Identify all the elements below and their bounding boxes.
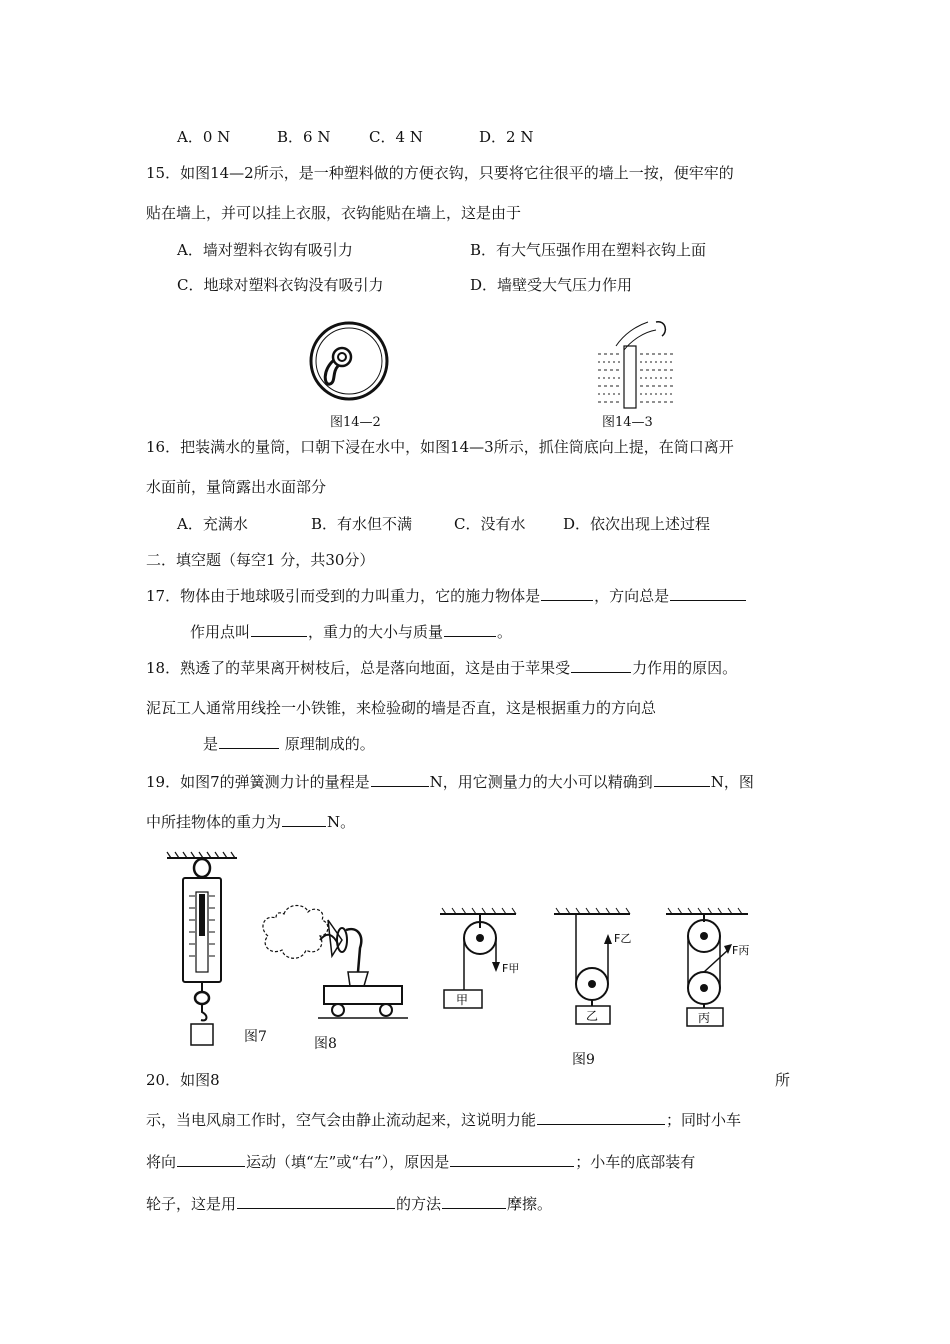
q20-text-2: 示，当电风扇工作时，空气会由静止流动起来，这说明力能 <box>146 1111 537 1129</box>
q20-text-9: 摩擦。 <box>507 1195 553 1213</box>
q15-option-c: C．地球对塑料衣钩没有吸引力 <box>177 276 384 294</box>
q16-option-b: B．有水但不满 <box>311 515 413 533</box>
q15-option-d: D．墙壁受大气压力作用 <box>470 276 633 294</box>
q20-blank-5[interactable] <box>442 1194 506 1209</box>
figure-9-pulley-jia <box>436 906 531 1011</box>
pulley-yi-label: 乙 <box>586 1009 599 1023</box>
q18-text-2: 力作用的原因。 <box>632 659 738 677</box>
q17-blank-1[interactable] <box>541 586 593 601</box>
q16-option-d: D．依次出现上述过程 <box>563 515 711 533</box>
figure-14-3-caption: 图14—3 <box>602 415 653 430</box>
q20-line1-start: 20．如图8 <box>146 1071 220 1089</box>
figure-14-2-caption: 图14—2 <box>330 415 381 430</box>
q19-text-5: N。 <box>327 813 356 831</box>
q18-text-1: 18．熟透了的苹果离开树枝后，总是落向地面，这是由于苹果受 <box>146 659 571 677</box>
q16-line1: 16．把装满水的量筒，口朝下浸在水中，如图14—3所示，抓住筒底向上提，在筒口离开 <box>146 438 734 456</box>
q18-blank-1[interactable] <box>571 658 631 673</box>
q17-line1 <box>146 586 747 606</box>
figure-14-2-hook <box>308 320 390 402</box>
q15-option-a: A．墙对塑料衣钩有吸引力 <box>177 241 353 259</box>
q20-blank-4[interactable] <box>237 1194 395 1209</box>
q20-text-4: 将向 <box>146 1153 177 1171</box>
q17-text-1: 17．物体由于地球吸引而受到的力叫重力，它的施力物体是 <box>146 587 541 605</box>
q18-text-4: 原理制成的。 <box>280 735 375 753</box>
q16-option-a: A．充满水 <box>177 515 248 533</box>
pulley-jia-label: 甲 <box>456 993 469 1007</box>
q14-option-a: A．0 N <box>177 128 231 146</box>
q19-text-2: N，用它测量力的大小可以精确到 <box>429 773 653 791</box>
q14-option-b: B．6 N <box>277 128 331 146</box>
q16-option-c: C．没有水 <box>454 515 526 533</box>
q17-line2 <box>190 622 512 642</box>
q20-line2 <box>146 1110 741 1130</box>
q20-text-7: 轮子，这是用 <box>146 1195 237 1213</box>
q20-line4 <box>146 1194 552 1214</box>
q19-text-4: 中所挂物体的重力为 <box>146 813 282 831</box>
figure-9-pulley-yi <box>550 906 640 1026</box>
figure-7-caption: 图7 <box>244 1029 267 1045</box>
q20-blank-2[interactable] <box>177 1152 245 1167</box>
q15-line1: 15．如图14—2所示，是一种塑料做的方便衣钩，只要将它往很平的墙上一按，便牢牢的 <box>146 164 734 182</box>
q17-text-4: ，重力的大小与质量 <box>308 623 444 641</box>
q17-text-5: 。 <box>497 623 513 641</box>
section-2-heading: 二．填空题（每空1 分，共30分） <box>146 551 375 569</box>
figure-7-spring-scale <box>165 852 240 1047</box>
q19-text-1: 19．如图7的弹簧测力计的量程是 <box>146 773 370 791</box>
q17-text-2: ，方向总是 <box>594 587 670 605</box>
q14-option-d: D．2 N <box>479 128 534 146</box>
q20-text-5: 运动（填“左”或“右”），原因是 <box>246 1153 450 1171</box>
figure-9-caption: 图9 <box>572 1052 595 1068</box>
force-bing-label: F丙 <box>732 944 750 957</box>
force-yi-label: F乙 <box>614 932 632 945</box>
q19-line1 <box>146 772 754 792</box>
q19-blank-3[interactable] <box>282 812 326 827</box>
q18-line3 <box>203 734 375 754</box>
q19-text-3: N，图 <box>710 773 754 791</box>
q16-line2: 水面前，量筒露出水面部分 <box>146 478 327 496</box>
q20-text-8: 的方法 <box>396 1195 442 1213</box>
q20-blank-3[interactable] <box>450 1152 574 1167</box>
q18-line1 <box>146 658 737 678</box>
q15-line2: 贴在墙上，并可以挂上衣服，衣钩能贴在墙上，这是由于 <box>146 204 522 222</box>
figure-8-caption: 图8 <box>314 1036 337 1052</box>
q17-blank-2[interactable] <box>670 586 746 601</box>
figure-9-pulley-bing <box>662 906 762 1028</box>
q18-blank-2[interactable] <box>219 734 279 749</box>
pulley-bing-label: 丙 <box>698 1011 711 1025</box>
q19-line2 <box>146 812 355 832</box>
figure-14-3-cylinder <box>596 316 676 411</box>
q19-blank-2[interactable] <box>654 772 710 787</box>
q20-text-3: ；同时小车 <box>666 1111 742 1129</box>
q17-text-3: 作用点叫 <box>190 623 251 641</box>
q15-option-b: B．有大气压强作用在塑料衣钩上面 <box>470 241 707 259</box>
q17-blank-3[interactable] <box>251 622 307 637</box>
figure-8-fan-cart <box>258 900 408 1025</box>
q20-text-6: ；小车的底部装有 <box>575 1153 696 1171</box>
q14-option-c: C．4 N <box>369 128 423 146</box>
q17-blank-4[interactable] <box>444 622 496 637</box>
q20-blank-1[interactable] <box>537 1110 665 1125</box>
force-jia-label: F甲 <box>502 962 520 975</box>
q20-line1-end: 所 <box>775 1071 791 1089</box>
q18-line2: 泥瓦工人通常用线拴一小铁锥，来检验砌的墙是否直，这是根据重力的方向总 <box>146 699 657 717</box>
q19-blank-1[interactable] <box>371 772 429 787</box>
q20-line3 <box>146 1152 695 1172</box>
q18-text-3: 是 <box>203 735 219 753</box>
